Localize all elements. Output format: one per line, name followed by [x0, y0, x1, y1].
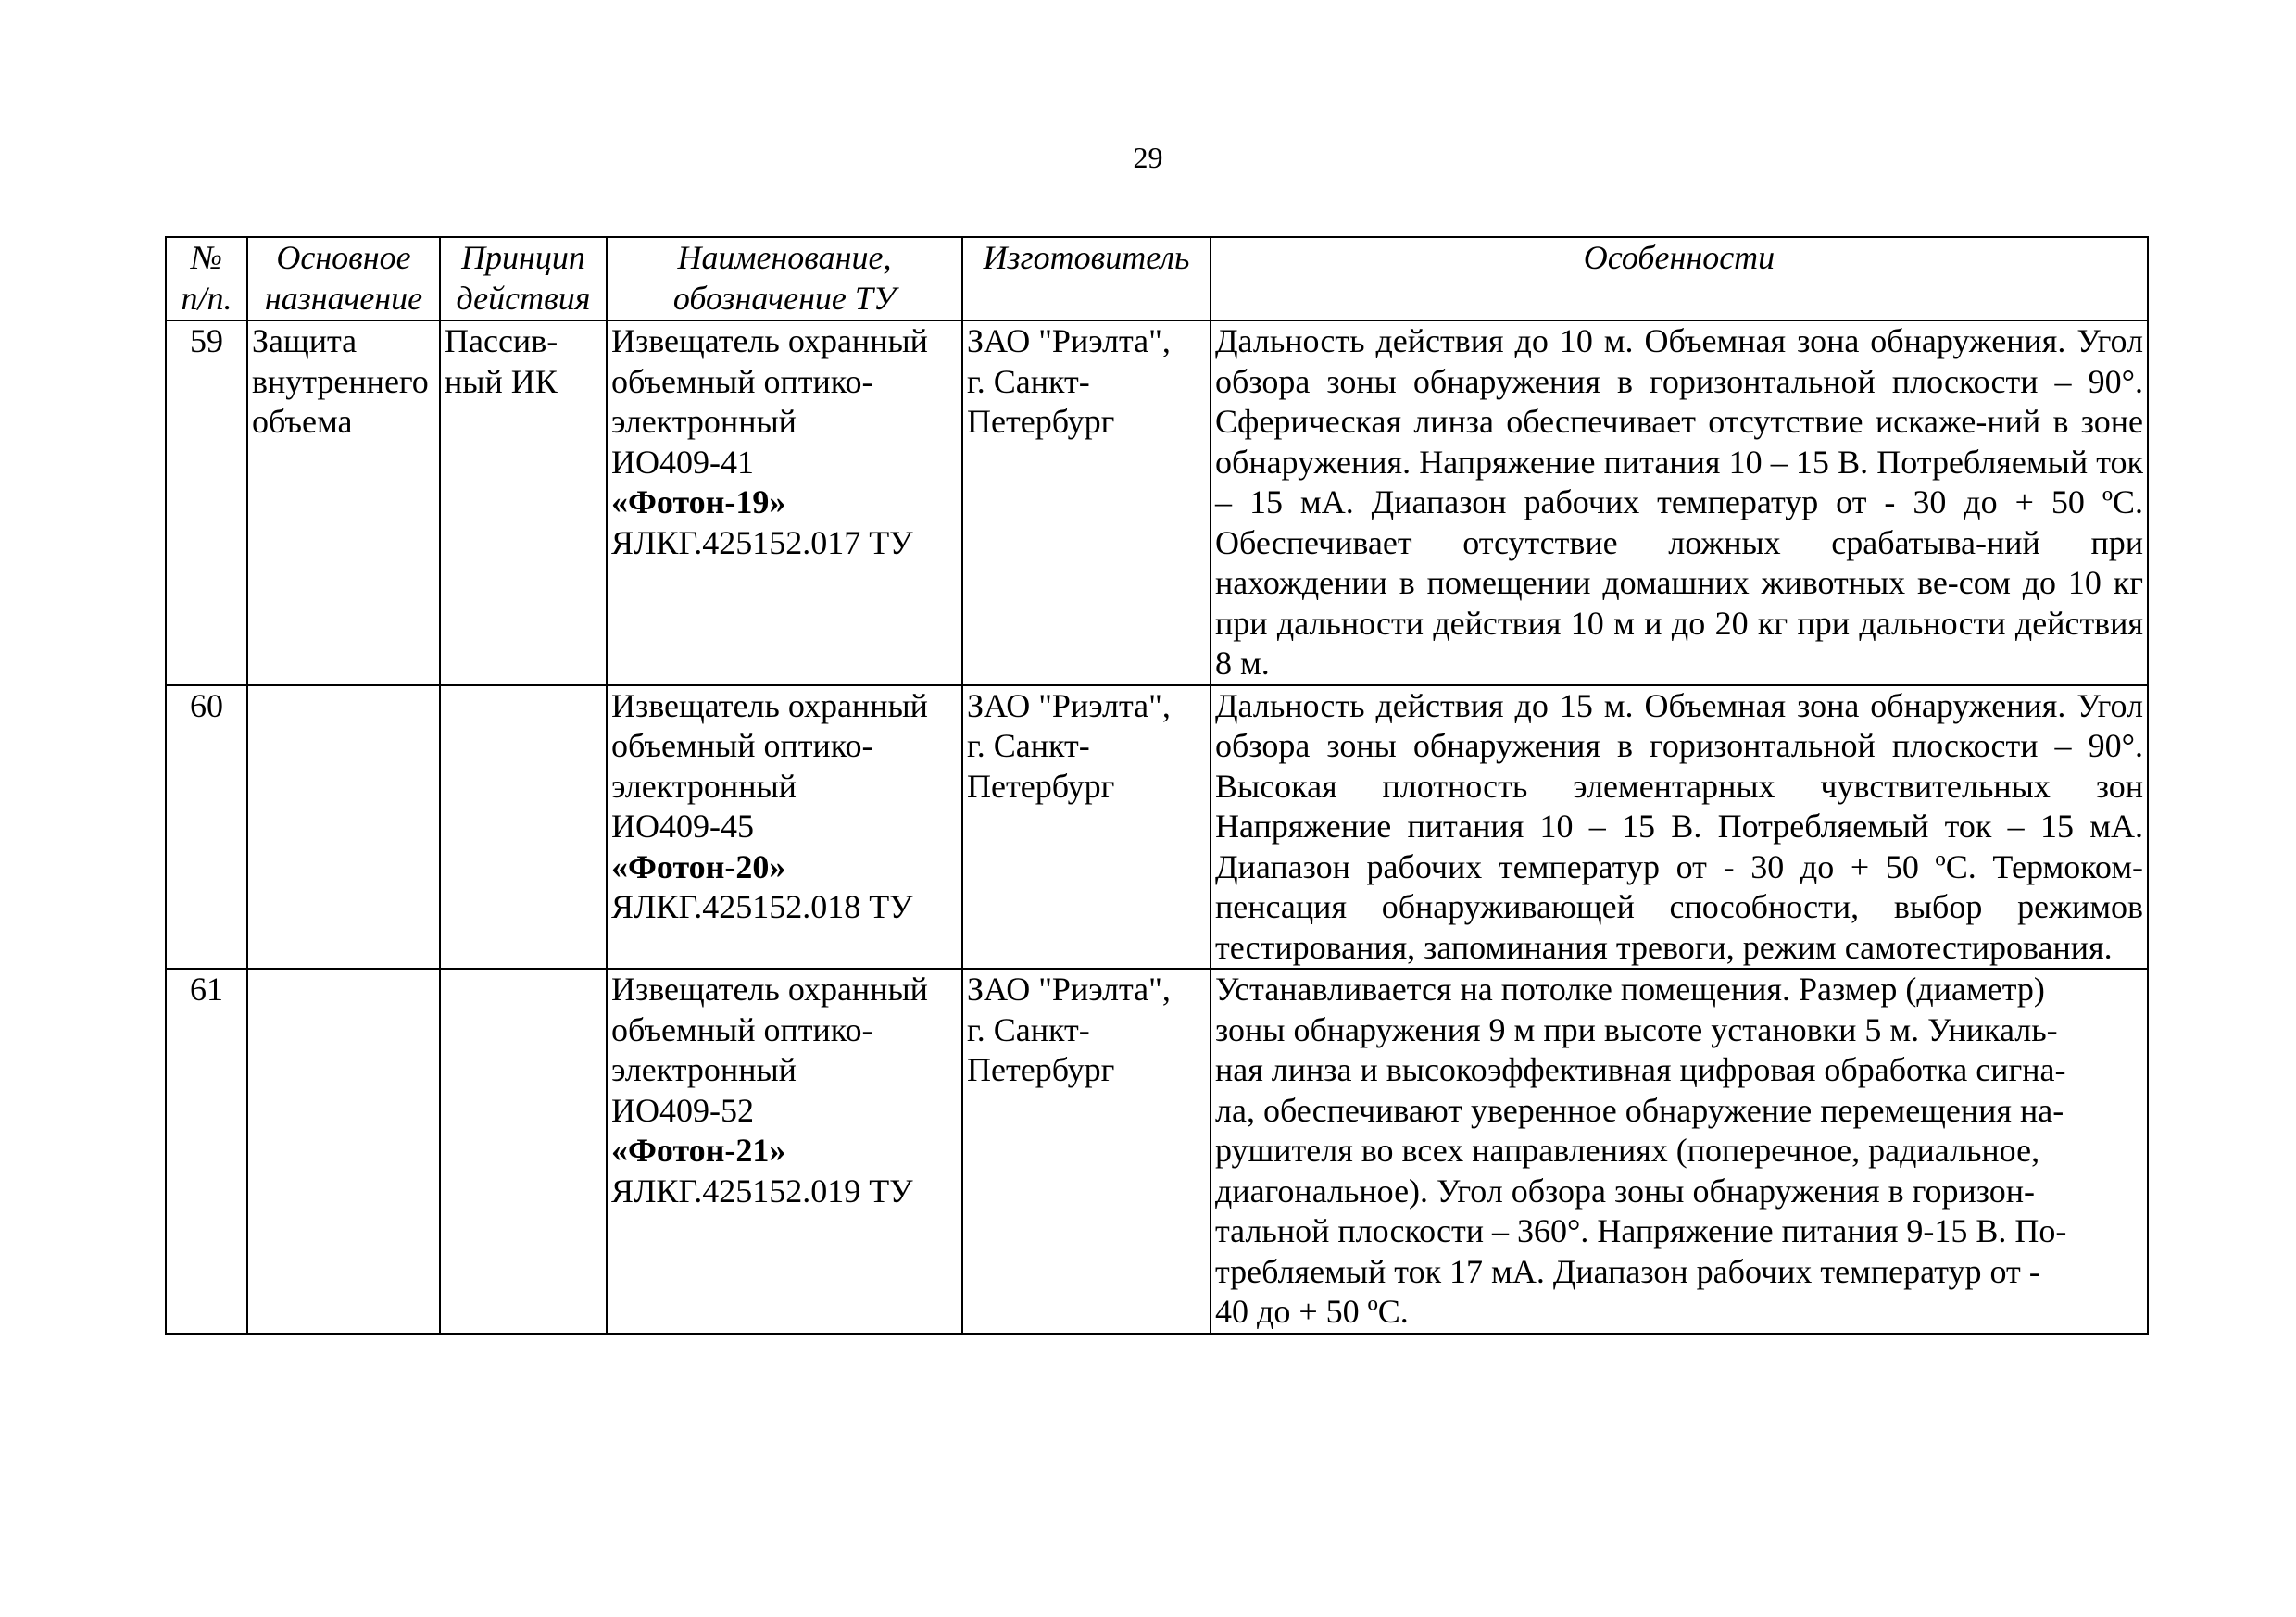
manufacturer-line: ЗАО "Риэлта", [967, 971, 1171, 1008]
table-header-row [166, 237, 2148, 320]
product-name: «Фотон-19» [611, 483, 786, 520]
features-line: Устанавливается на потолке помещения. Размер (диаметр) [1215, 971, 2045, 1008]
name-line: Извещатель охранный [611, 322, 928, 359]
header-num-line-1: № [191, 239, 222, 276]
manufacturer-line: Петербург [967, 1051, 1115, 1088]
header-num [166, 237, 247, 320]
row-61-num: 61 [166, 969, 247, 1334]
header-name [607, 237, 962, 320]
page-number: 29 [1133, 141, 1163, 174]
features-line: тальной плоскости – 360°. Напряжение питания 9-15 В. По- [1215, 1212, 2067, 1249]
row-60-manufacturer [962, 685, 1211, 970]
row-59-purpose [247, 320, 440, 685]
purpose-line: объема [252, 403, 353, 440]
header-manufacturer-line-1: Изготовитель [983, 239, 1190, 276]
purpose-line: Защита [252, 322, 358, 359]
table-row [166, 320, 2148, 685]
row-60-num: 60 [166, 685, 247, 970]
header-name-line-2: обозначение ТУ [672, 279, 897, 317]
row-60-purpose [247, 685, 440, 970]
header-purpose-line-1: Основное [276, 239, 411, 276]
manufacturer-line: г. Санкт- [967, 1010, 1090, 1048]
name-line: объемный оптико- [611, 1010, 873, 1048]
name-line: Извещатель охранный [611, 686, 928, 724]
header-manufacturer [962, 237, 1211, 320]
table-row [166, 969, 2148, 1334]
product-name: «Фотон-20» [611, 847, 786, 885]
features-line: диагональное). Угол обзора зоны обнаружения в горизон- [1215, 1172, 2035, 1210]
header-name-line-1: Наименование, [677, 239, 892, 276]
header-features [1211, 237, 2148, 320]
manufacturer-line: Петербург [967, 767, 1115, 805]
manufacturer-line: г. Санкт- [967, 727, 1090, 764]
row-61-features [1211, 969, 2148, 1334]
header-purpose [247, 237, 440, 320]
features-line: ла, обеспечивают уверенное обнаружение перемещения на- [1215, 1091, 2064, 1129]
row-61-manufacturer [962, 969, 1211, 1334]
name-line: электронный [611, 767, 797, 805]
principle-line: Пассив- [445, 322, 558, 359]
spec-code: ЯЛКГ.425152.017 ТУ [611, 523, 913, 561]
manufacturer-line: г. Санкт- [967, 362, 1090, 400]
features-line: ная линза и высокоэффективная цифровая обработка сигна- [1215, 1051, 2066, 1088]
specification-table [165, 236, 2149, 1335]
spec-code: ЯЛКГ.425152.018 ТУ [611, 888, 913, 925]
row-60-name [607, 685, 962, 970]
name-line: ИО409-52 [611, 1091, 754, 1129]
row-59-name [607, 320, 962, 685]
manufacturer-line: ЗАО "Риэлта", [967, 322, 1171, 359]
manufacturer-line: Петербург [967, 403, 1115, 440]
product-name: «Фотон-21» [611, 1132, 786, 1169]
name-line: электронный [611, 1051, 797, 1088]
row-61-purpose [247, 969, 440, 1334]
row-61-principle [440, 969, 607, 1334]
row-60-features: Дальность действия до 15 м. Объемная зона обнаружения. Угол обзора зоны обнаружения в горизонтальной плоскости – 90°. Высокая плотность элементарных чувствительных зон Напряжение питания 10 – 15 В. Потребляемый ток – 15 мА. Диапазон рабочих температур от - 30 до + 50 ºС. Термоком-пенсация обнаруживающей способности, выбор режимов тестирования, запоминания тревоги, режим самотестирования. [1211, 685, 2148, 970]
header-principle-line-2: действия [456, 279, 591, 317]
header-features-line-1: Особенности [1583, 239, 1775, 276]
row-61-name [607, 969, 962, 1334]
header-num-line-2: п/п. [181, 279, 232, 317]
manufacturer-line: ЗАО "Риэлта", [967, 686, 1171, 724]
name-line: ИО409-45 [611, 808, 754, 845]
name-line: ИО409-41 [611, 443, 754, 481]
header-principle [440, 237, 607, 320]
spec-code: ЯЛКГ.425152.019 ТУ [611, 1172, 913, 1210]
row-59-features: Дальность действия до 10 м. Объемная зона обнаружения. Угол обзора зоны обнаружения в горизонтальной плоскости – 90°. Сферическая линза обеспечивает отсутствие искаже-ний в зоне обнаружения. Напряжение питания 10 – 15 В. Потребляемый ток – 15 мА. Диапазон рабочих температур от - 30 до + 50 ºС. Обеспечивает отсутствие ложных срабатыва-ний при нахождении в помещении домашних животных ве-сом до 10 кг при дальности действия 10 м и до 20 кг при дальности действия 8 м. [1211, 320, 2148, 685]
name-line: электронный [611, 403, 797, 440]
name-line: объемный оптико- [611, 727, 873, 764]
table-row [166, 685, 2148, 970]
principle-line: ный ИК [445, 362, 558, 400]
header-purpose-line-2: назначение [264, 279, 423, 317]
name-line: объемный оптико- [611, 362, 873, 400]
row-60-principle [440, 685, 607, 970]
features-line: рушителя во всех направлениях (поперечное, радиальное, [1215, 1132, 2040, 1169]
name-line: Извещатель охранный [611, 971, 928, 1008]
features-line: 40 до + 50 ºС. [1215, 1293, 1409, 1330]
row-59-num: 59 [166, 320, 247, 685]
row-59-principle [440, 320, 607, 685]
features-line: зоны обнаружения 9 м при высоте установки 5 м. Уникаль- [1215, 1010, 2058, 1048]
row-59-manufacturer [962, 320, 1211, 685]
header-principle-line-1: Принцип [461, 239, 585, 276]
features-line: требляемый ток 17 мА. Диапазон рабочих температур от - [1215, 1252, 2040, 1290]
purpose-line: внутреннего [252, 362, 429, 400]
